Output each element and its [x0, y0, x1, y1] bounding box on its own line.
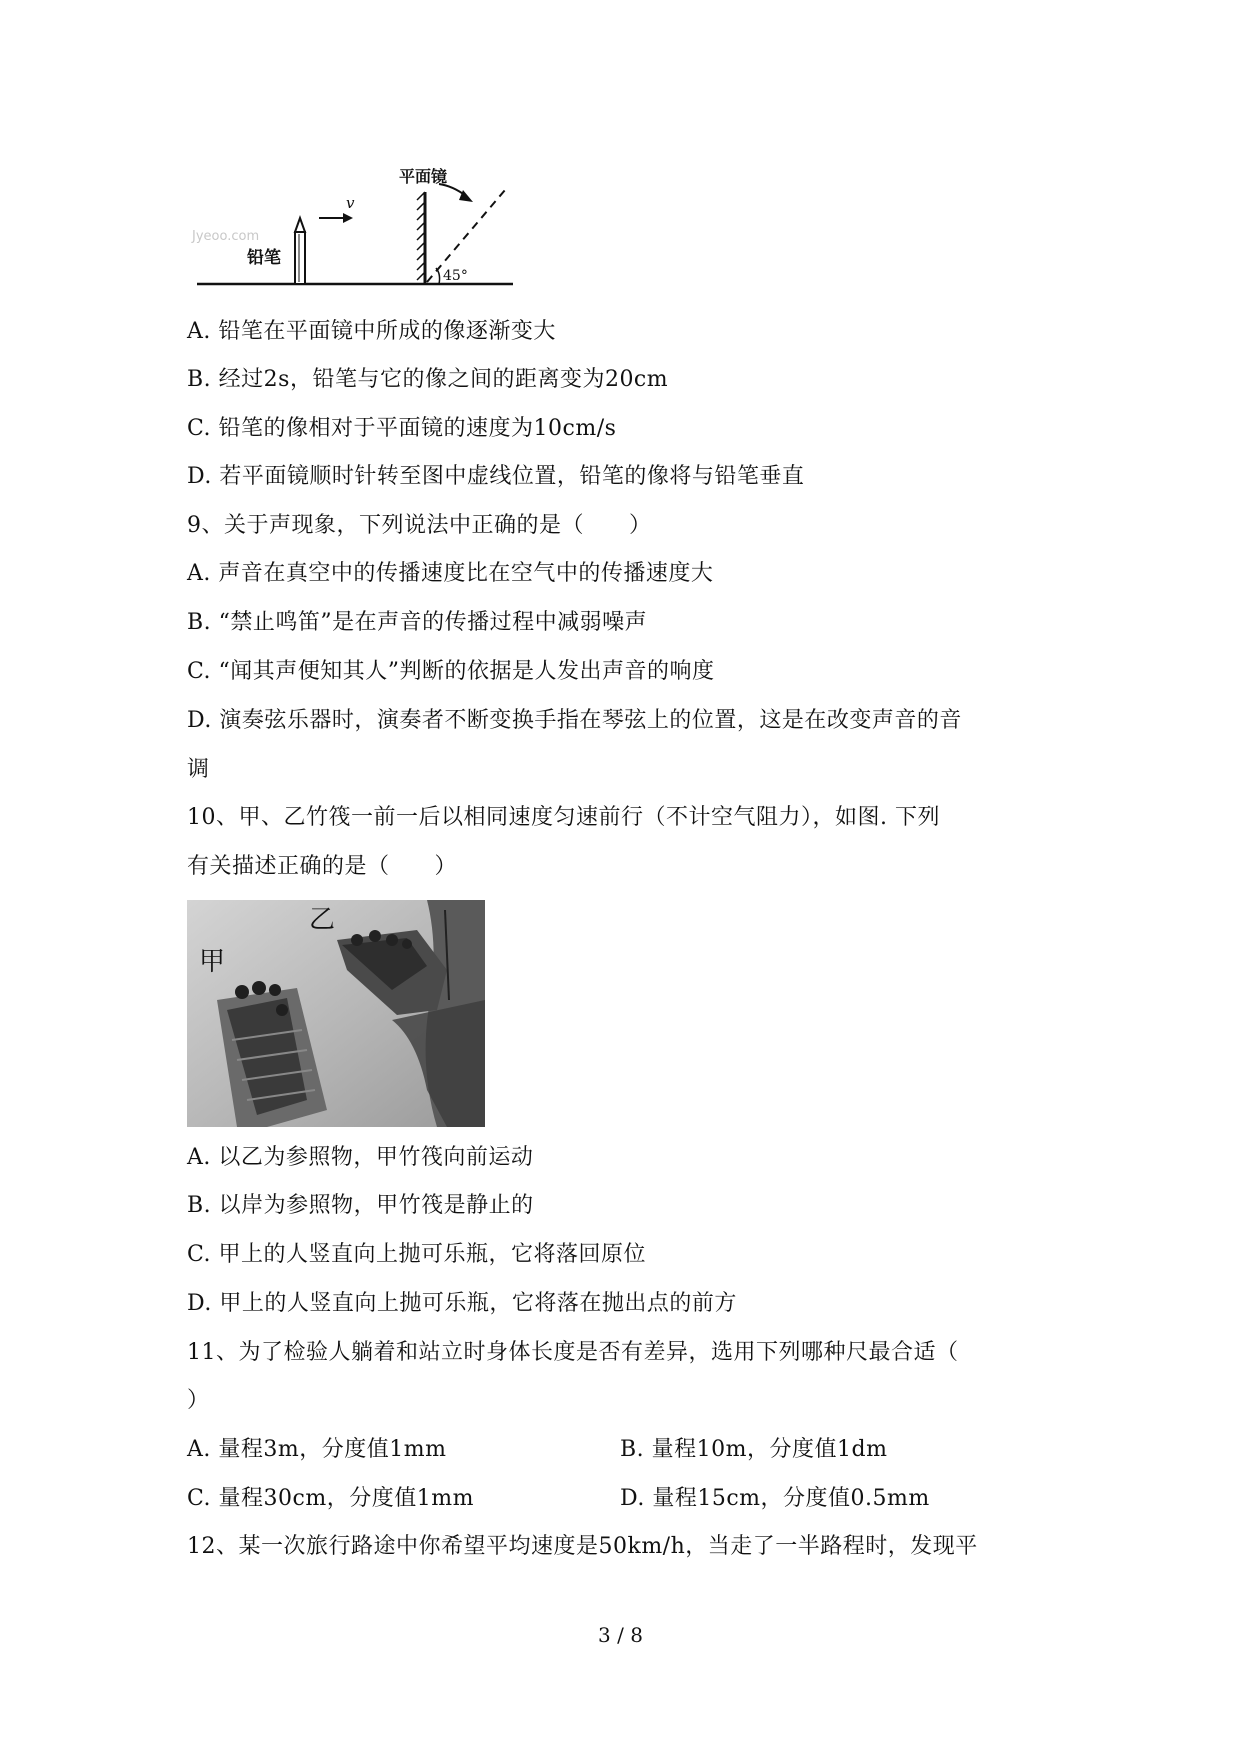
q10-stem-line1: 10、甲、乙竹筏一前一后以相同速度匀速前行（不计空气阻力），如图. 下列: [187, 805, 940, 830]
q10-option-a: A. 以乙为参照物，甲竹筏向前运动: [187, 1145, 534, 1170]
q10-option-b: B. 以岸为参照物，甲竹筏是静止的: [187, 1193, 534, 1218]
q9-option-a: A. 声音在真空中的传播速度比在空气中的传播速度大: [187, 561, 714, 586]
bamboo-rafts-photo: [187, 900, 485, 1127]
q9-option-c: C. “闻其声便知其人”判断的依据是人发出声音的响度: [187, 659, 715, 684]
q9-option-d-line1: D. 演奏弦乐器时，演奏者不断变换手指在琴弦上的位置，这是在改变声音的音: [187, 708, 962, 733]
q11-stem-line1: 11、为了检验人躺着和站立时身体长度是否有差异，选用下列哪种尺最合适（: [187, 1340, 959, 1365]
angle-label: 45°: [443, 268, 468, 284]
pencil-label: 铅笔: [247, 248, 281, 268]
pencil-shape: [295, 218, 305, 284]
velocity-arrow: [319, 213, 353, 223]
q10-option-d: D. 甲上的人竖直向上抛可乐瓶，它将落在抛出点的前方: [187, 1291, 737, 1316]
velocity-label: v: [346, 194, 355, 212]
page-number: 3 / 8: [598, 1623, 643, 1647]
photo-label-jia: 甲: [199, 947, 226, 977]
q10-option-c: C. 甲上的人竖直向上抛可乐瓶，它将落回原位: [187, 1242, 647, 1267]
mirror-pencil-figure: [187, 160, 517, 290]
q9-stem: 9、关于声现象，下列说法中正确的是（ ）: [187, 513, 652, 538]
q11-option-a: A. 量程3m，分度值1mm: [187, 1437, 447, 1462]
q11-option-d: D. 量程15cm，分度值0.5mm: [620, 1486, 930, 1511]
mirror-label: 平面镜: [399, 167, 448, 186]
q11-stem-line2: ）: [187, 1388, 210, 1413]
q9-option-b: B. “禁止鸣笛”是在声音的传播过程中减弱噪声: [187, 610, 648, 635]
q8-option-a: A. 铅笔在平面镜中所成的像逐渐变大: [187, 319, 556, 344]
photo-label-yi: 乙: [309, 905, 336, 935]
q8-option-c: C. 铅笔的像相对于平面镜的速度为10cm/s: [187, 416, 617, 441]
rotation-arrow: [439, 184, 473, 202]
q9-option-d-line2: 调: [187, 757, 210, 782]
q12-stem-line1: 12、某一次旅行路途中你希望平均速度是50km/h，当走了一半路程时，发现平: [187, 1534, 978, 1559]
q11-option-c: C. 量程30cm，分度值1mm: [187, 1486, 474, 1511]
q11-option-b: B. 量程10m，分度值1dm: [620, 1437, 888, 1462]
plane-mirror: [417, 192, 425, 284]
watermark-text: Jyeoo.com: [192, 229, 260, 244]
q10-stem-line2: 有关描述正确的是（ ）: [187, 854, 458, 879]
q8-option-d: D. 若平面镜顺时针转至图中虚线位置，铅笔的像将与铅笔垂直: [187, 464, 805, 489]
q8-option-b: B. 经过2s，铅笔与它的像之间的距离变为20cm: [187, 367, 669, 392]
